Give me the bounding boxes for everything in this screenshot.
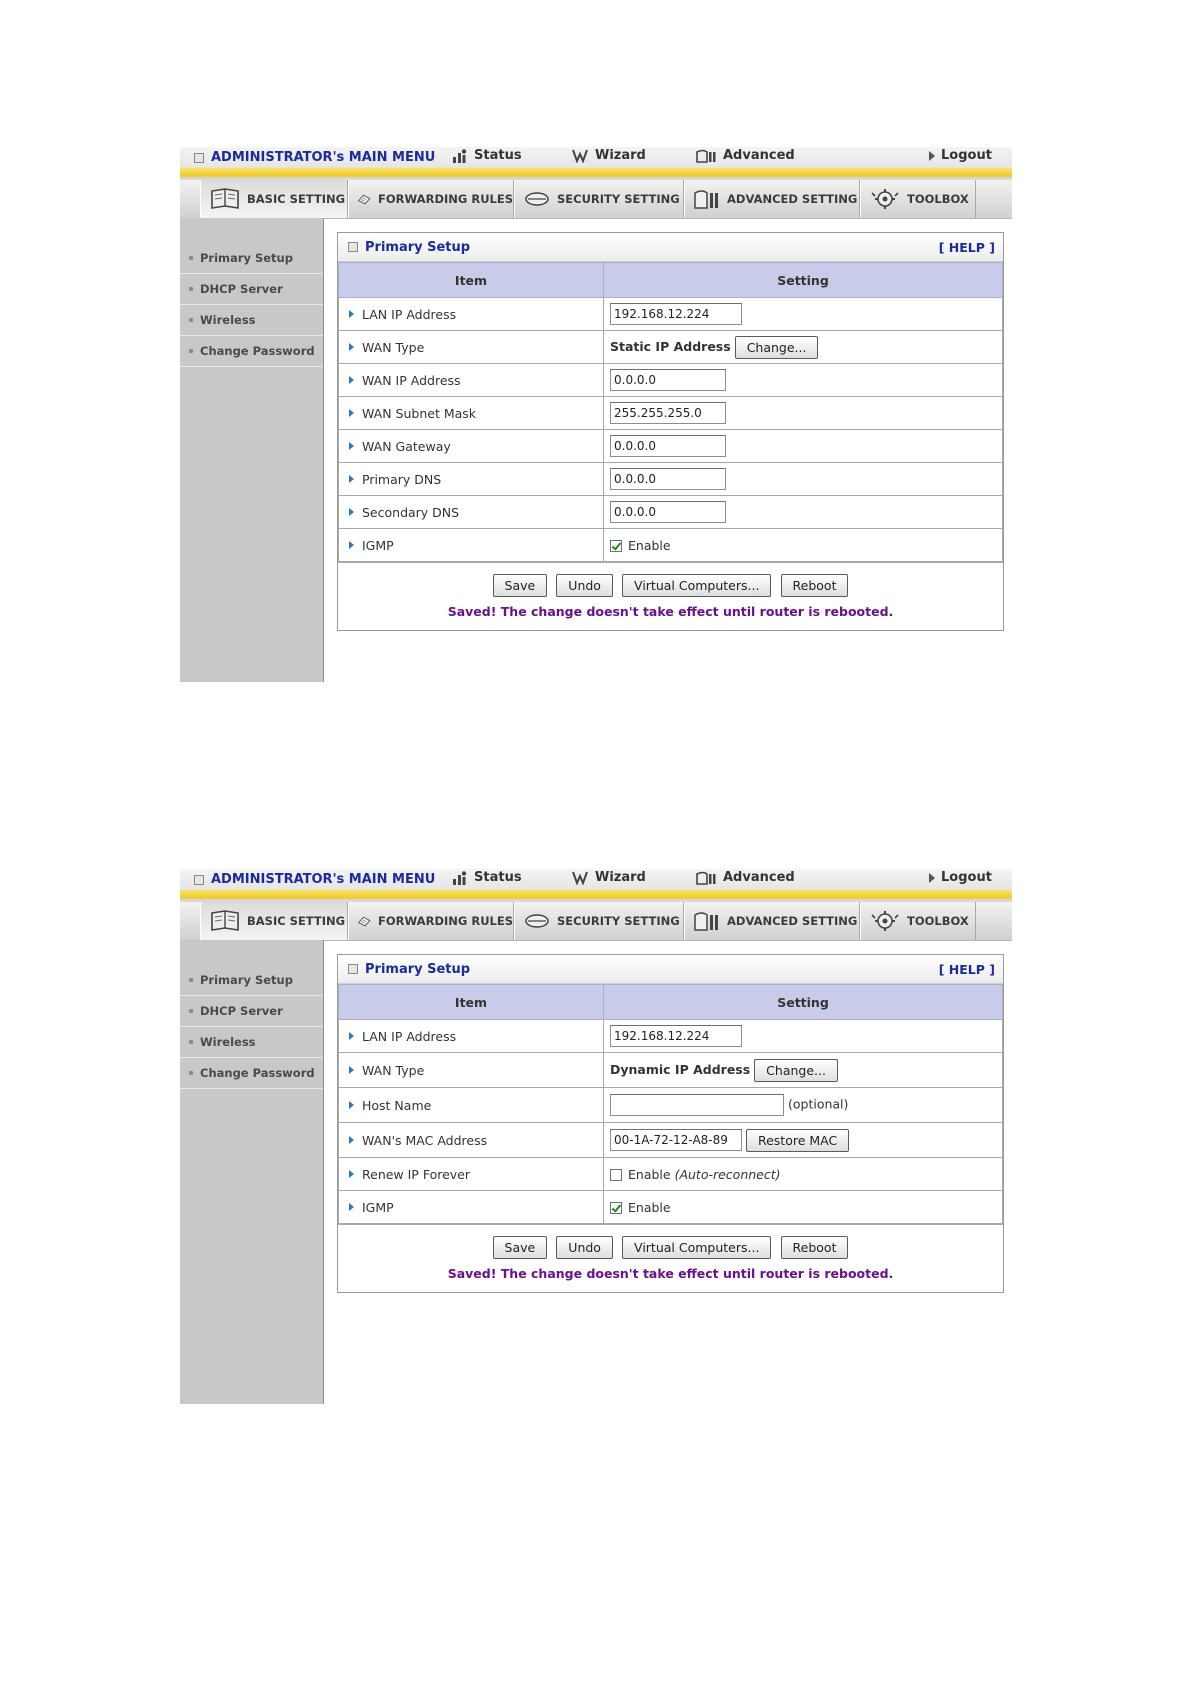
row-label-cell xyxy=(339,298,604,331)
row-label-cell xyxy=(339,496,604,529)
advanced-label: Advanced xyxy=(723,148,795,163)
settings-table xyxy=(338,984,1003,1224)
table-row xyxy=(339,496,1003,529)
tab-security-setting-label: SECURITY SETTING xyxy=(557,192,680,206)
sidebar-item-primary-setup[interactable]: Primary Setup xyxy=(180,965,323,996)
box-header xyxy=(338,955,1003,984)
table-row xyxy=(339,430,1003,463)
logout-label: Logout xyxy=(941,870,992,885)
saved-message: Saved! The change doesn't take effect until router is rebooted. xyxy=(447,604,894,619)
advanced-label: Advanced xyxy=(723,870,795,885)
table-row xyxy=(339,364,1003,397)
tab-security-setting[interactable] xyxy=(514,180,684,218)
sidebar-item-change-password[interactable]: Change Password xyxy=(180,336,323,367)
wizard-label: Wizard xyxy=(595,870,646,885)
status-link[interactable] xyxy=(452,870,522,885)
secondary-dns-label: Secondary DNS xyxy=(362,504,460,520)
settings-tab-bar xyxy=(180,902,1012,941)
main-menu-title: ADMINISTRATOR's MAIN MENU xyxy=(211,872,436,887)
toolbox-icon xyxy=(869,909,901,933)
primary-dns-label: Primary DNS xyxy=(362,471,442,487)
wan-type-value: Dynamic IP Address xyxy=(610,1061,751,1077)
table-row xyxy=(339,463,1003,496)
tab-forwarding-rules[interactable] xyxy=(348,902,514,940)
row-setting-cell xyxy=(604,1020,1003,1053)
tab-forwarding-rules-label: FORWARDING RULES xyxy=(378,192,513,206)
sidebar-item-change-password[interactable]: Change Password xyxy=(180,1058,323,1089)
change-wan-type-button[interactable]: Change... xyxy=(754,1059,838,1082)
undo-button[interactable]: Undo xyxy=(556,1236,613,1259)
advanced-setting-icon xyxy=(693,188,721,210)
row-setting-cell xyxy=(604,1088,1003,1123)
router-admin-screen-dynamic xyxy=(180,869,1012,1404)
tab-forwarding-rules[interactable] xyxy=(348,180,514,218)
row-arrow-icon xyxy=(349,508,354,516)
column-header-item: Item xyxy=(339,263,604,298)
column-header-setting: Setting xyxy=(604,985,1003,1020)
igmp-enable-checkbox[interactable] xyxy=(610,1202,622,1214)
wan-gateway-label: WAN Gateway xyxy=(362,438,451,454)
wan-subnet-mask-label: WAN Subnet Mask xyxy=(362,405,477,421)
primary-setup-box xyxy=(337,954,1004,1293)
wan-type-value: Static IP Address xyxy=(610,338,731,354)
box-header xyxy=(338,233,1003,262)
box-title-wrap xyxy=(348,962,470,977)
advanced-icon xyxy=(695,149,717,163)
table-row xyxy=(339,1088,1003,1123)
tab-forwarding-rules-label: FORWARDING RULES xyxy=(378,914,513,928)
row-arrow-icon xyxy=(349,1101,354,1109)
main-menu-title: ADMINISTRATOR's MAIN MENU xyxy=(211,150,436,165)
row-setting-cell xyxy=(604,430,1003,463)
row-label-cell xyxy=(339,1158,604,1191)
logout-arrow-icon xyxy=(929,151,935,161)
wan-type-label: WAN Type xyxy=(362,339,425,355)
table-header-row xyxy=(339,985,1003,1020)
row-label-cell xyxy=(339,1123,604,1158)
tab-advanced-setting[interactable] xyxy=(684,180,860,218)
status-icon xyxy=(452,871,468,885)
box-title-wrap xyxy=(348,240,470,255)
wan-ip-label: WAN IP Address xyxy=(362,372,461,388)
security-setting-icon xyxy=(523,911,551,931)
row-arrow-icon xyxy=(349,376,354,384)
reboot-button[interactable]: Reboot xyxy=(781,574,849,597)
advanced-link[interactable] xyxy=(695,870,795,885)
action-footer xyxy=(338,1224,1003,1292)
row-label-cell xyxy=(339,529,604,562)
tab-toolbox-label: TOOLBOX xyxy=(907,192,969,206)
row-label-cell xyxy=(339,1191,604,1224)
row-arrow-icon xyxy=(349,343,354,351)
row-label-cell xyxy=(339,397,604,430)
row-arrow-icon xyxy=(349,409,354,417)
row-label-cell xyxy=(339,1088,604,1123)
advanced-icon xyxy=(695,871,717,885)
wizard-icon xyxy=(571,149,589,163)
tab-basic-setting-label: BASIC SETTING xyxy=(247,914,346,928)
wizard-icon xyxy=(571,871,589,885)
save-button[interactable]: Save xyxy=(493,574,548,597)
logout-label: Logout xyxy=(941,148,992,163)
virtual-computers-button[interactable]: Virtual Computers... xyxy=(622,574,771,597)
restore-mac-button[interactable]: Restore MAC xyxy=(746,1129,849,1152)
tab-toolbox-label: TOOLBOX xyxy=(907,914,969,928)
table-row xyxy=(339,1020,1003,1053)
tab-advanced-setting-label: ADVANCED SETTING xyxy=(727,914,858,928)
advanced-setting-icon xyxy=(693,910,721,932)
help-link[interactable]: [ HELP ] xyxy=(938,239,995,255)
reboot-button[interactable]: Reboot xyxy=(781,1236,849,1259)
tab-basic-setting[interactable] xyxy=(200,902,348,940)
row-setting-cell xyxy=(604,397,1003,430)
row-label-cell xyxy=(339,1053,604,1088)
sidebar xyxy=(180,218,324,682)
row-setting-cell xyxy=(604,1158,1003,1191)
renew-ip-enable-label: Enable xyxy=(628,1166,671,1182)
advanced-link[interactable] xyxy=(695,148,795,163)
wan-mac-input[interactable]: 00-1A-72-12-A8-89 xyxy=(610,1129,742,1151)
box-square-icon xyxy=(348,242,358,252)
status-icon xyxy=(452,149,468,163)
logout-link[interactable] xyxy=(929,870,992,885)
lan-ip-input[interactable]: 192.168.12.224 xyxy=(610,1025,742,1047)
sidebar xyxy=(180,940,324,1404)
host-name-optional-hint: (optional) xyxy=(787,1096,849,1112)
row-label-cell xyxy=(339,364,604,397)
security-setting-icon xyxy=(523,189,551,209)
primary-setup-box xyxy=(337,232,1004,631)
table-row xyxy=(339,397,1003,430)
sidebar-item-dhcp-server[interactable]: DHCP Server xyxy=(180,996,323,1027)
saved-message: Saved! The change doesn't take effect until router is rebooted. xyxy=(447,1266,894,1281)
box-title: Primary Setup xyxy=(365,239,471,255)
row-arrow-icon xyxy=(349,1032,354,1040)
sidebar-item-wireless[interactable]: Wireless xyxy=(180,1027,323,1058)
main-menu-bar xyxy=(180,869,1012,902)
status-label: Status xyxy=(474,148,522,163)
row-arrow-icon xyxy=(349,442,354,450)
row-label-cell xyxy=(339,463,604,496)
row-arrow-icon xyxy=(349,541,354,549)
table-row xyxy=(339,1053,1003,1088)
box-title: Primary Setup xyxy=(365,961,471,977)
igmp-enable-checkbox[interactable] xyxy=(610,540,622,552)
row-arrow-icon xyxy=(349,1170,354,1178)
row-setting-cell xyxy=(604,463,1003,496)
main-menu-title-wrap xyxy=(194,872,435,887)
tab-toolbox[interactable] xyxy=(860,902,976,940)
tab-basic-setting[interactable] xyxy=(200,180,348,218)
main-menu-bar xyxy=(180,147,1012,180)
tab-security-setting[interactable] xyxy=(514,902,684,940)
wan-ip-input[interactable]: 0.0.0.0 xyxy=(610,369,726,391)
forwarding-rules-icon xyxy=(357,188,372,210)
column-header-setting: Setting xyxy=(604,263,1003,298)
host-name-label: Host Name xyxy=(362,1097,432,1113)
toolbox-icon xyxy=(869,187,901,211)
virtual-computers-button[interactable]: Virtual Computers... xyxy=(622,1236,771,1259)
tab-toolbox[interactable] xyxy=(860,180,976,218)
tab-basic-setting-label: BASIC SETTING xyxy=(247,192,346,206)
row-setting-cell xyxy=(604,1191,1003,1224)
auto-reconnect-note: (Auto-reconnect) xyxy=(674,1166,781,1182)
row-setting-cell xyxy=(604,1123,1003,1158)
row-setting-cell xyxy=(604,298,1003,331)
row-arrow-icon xyxy=(349,310,354,318)
wan-mac-label: WAN's MAC Address xyxy=(362,1132,488,1148)
status-label: Status xyxy=(474,870,522,885)
sidebar-item-dhcp-server[interactable]: DHCP Server xyxy=(180,274,323,305)
row-label-cell xyxy=(339,1020,604,1053)
wan-type-label: WAN Type xyxy=(362,1062,425,1078)
row-label-cell xyxy=(339,331,604,364)
column-header-item: Item xyxy=(339,985,604,1020)
undo-button[interactable]: Undo xyxy=(556,574,613,597)
sidebar-item-wireless[interactable]: Wireless xyxy=(180,305,323,336)
wizard-link[interactable] xyxy=(571,148,646,163)
row-setting-cell xyxy=(604,331,1003,364)
save-button[interactable]: Save xyxy=(493,1236,548,1259)
main-menu-title-wrap xyxy=(194,150,435,165)
table-row xyxy=(339,1123,1003,1158)
lan-ip-label: LAN IP Address xyxy=(362,306,457,322)
lan-ip-label: LAN IP Address xyxy=(362,1028,457,1044)
box-square-icon xyxy=(348,964,358,974)
change-wan-type-button[interactable]: Change... xyxy=(735,336,819,359)
renew-ip-checkbox[interactable] xyxy=(610,1169,622,1181)
sidebar-item-primary-setup[interactable]: Primary Setup xyxy=(180,243,323,274)
wizard-label: Wizard xyxy=(595,148,646,163)
row-arrow-icon xyxy=(349,1066,354,1074)
table-header-row xyxy=(339,263,1003,298)
igmp-label: IGMP xyxy=(362,537,394,553)
row-setting-cell xyxy=(604,496,1003,529)
row-arrow-icon xyxy=(349,1203,354,1211)
primary-dns-input[interactable]: 0.0.0.0 xyxy=(610,468,726,490)
table-row xyxy=(339,331,1003,364)
logout-arrow-icon xyxy=(929,873,935,883)
row-setting-cell xyxy=(604,1053,1003,1088)
settings-tab-bar xyxy=(180,180,1012,219)
basic-setting-book-icon xyxy=(209,187,241,211)
row-arrow-icon xyxy=(349,475,354,483)
tab-security-setting-label: SECURITY SETTING xyxy=(557,914,680,928)
table-row xyxy=(339,1158,1003,1191)
wizard-link[interactable] xyxy=(571,870,646,885)
renew-ip-label: Renew IP Forever xyxy=(362,1166,470,1182)
forwarding-rules-icon xyxy=(357,910,372,932)
tab-advanced-setting[interactable] xyxy=(684,902,860,940)
host-name-input[interactable] xyxy=(610,1094,784,1116)
menu-square-icon xyxy=(194,875,204,885)
row-label-cell xyxy=(339,430,604,463)
lan-ip-input[interactable]: 192.168.12.224 xyxy=(610,303,742,325)
basic-setting-book-icon xyxy=(209,909,241,933)
help-link[interactable]: [ HELP ] xyxy=(938,961,995,977)
table-row xyxy=(339,298,1003,331)
table-row xyxy=(339,529,1003,562)
igmp-enable-label: Enable xyxy=(628,1199,671,1215)
wan-gateway-input[interactable]: 0.0.0.0 xyxy=(610,435,726,457)
action-footer xyxy=(338,562,1003,630)
tab-advanced-setting-label: ADVANCED SETTING xyxy=(727,192,858,206)
menu-square-icon xyxy=(194,153,204,163)
wan-subnet-mask-input[interactable]: 255.255.255.0 xyxy=(610,402,726,424)
igmp-label: IGMP xyxy=(362,1199,394,1215)
router-admin-screen-static xyxy=(180,147,1012,682)
row-arrow-icon xyxy=(349,1136,354,1144)
table-row xyxy=(339,1191,1003,1224)
status-link[interactable] xyxy=(452,148,522,163)
row-setting-cell xyxy=(604,529,1003,562)
logout-link[interactable] xyxy=(929,148,992,163)
row-setting-cell xyxy=(604,364,1003,397)
igmp-enable-label: Enable xyxy=(628,537,671,553)
secondary-dns-input[interactable]: 0.0.0.0 xyxy=(610,501,726,523)
settings-table xyxy=(338,262,1003,562)
